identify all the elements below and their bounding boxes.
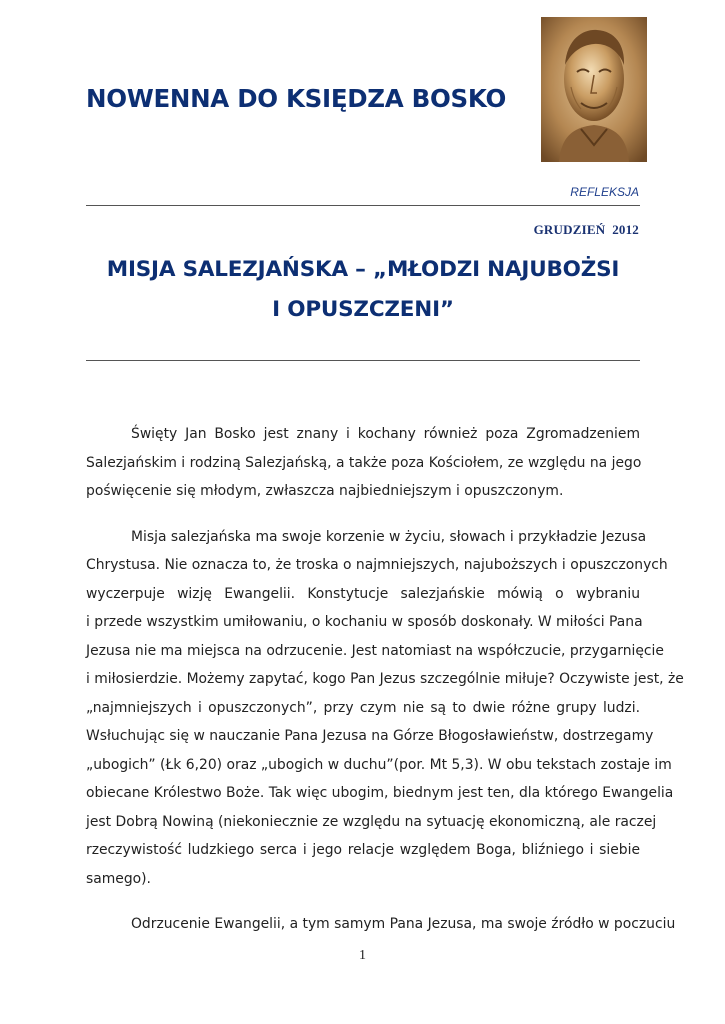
saint-portrait-relief xyxy=(541,17,647,162)
paragraph-line: Chrystusa. Nie oznacza to, że troska o najmniejszych, najuboższych i opuszczonych xyxy=(86,557,668,573)
paragraph-line: samego). xyxy=(86,870,151,887)
paragraph-line: poświęcenie się młodym, zwłaszcza najbiedniejszym i opuszczonym. xyxy=(86,483,564,499)
article-heading-line2: I OPUSZCZENI” xyxy=(272,297,454,322)
divider-top xyxy=(86,205,640,206)
article-heading-line1: MISJA SALEZJAŃSKA – „MŁODZI NAJUBOŻSI xyxy=(106,257,620,282)
paragraph-line: i miłosierdzie. Możemy zapytać, kogo Pan Jezus szczególnie miłuje? Oczywiste jest, że xyxy=(86,671,684,687)
paragraph-line: jest Dobrą Nowiną (niekoniecznie ze względu na sytuację ekonomiczną, ale raczej xyxy=(86,813,657,830)
paragraph xyxy=(86,910,676,939)
issue-date: GRUDZIEŃ 2012 xyxy=(533,222,639,237)
paragraph-line: Święty Jan Bosko jest znany i kochany również poza Zgromadzeniem xyxy=(131,426,640,442)
divider-bottom xyxy=(86,360,640,361)
paragraph-line: „najmniejszych i opuszczonych”, przy czym nie są to dwie różne grupy ludzi. xyxy=(86,699,640,716)
paragraph-line: Jezusa nie ma miejsca na odrzucenie. Jest natomiast na współczucie, przygarnięcie xyxy=(86,642,664,659)
paragraph-line: i przede wszystkim umiłowaniu, o kochaniu w sposób doskonały. W miłości Pana xyxy=(86,614,643,630)
section-label: REFLEKSJA xyxy=(570,185,639,199)
paragraph-line: obiecane Królestwo Boże. Tak więc ubogim, biednym jest ten, dla którego Ewangelia xyxy=(86,785,674,801)
paragraph-line: rzeczywistość ludzkiego serca i jego relacje względem Boga, bliźniego i siebie xyxy=(86,842,640,858)
paragraph xyxy=(86,523,684,894)
paragraph-line: wyczerpuje wizję Ewangelii. Konstytucje salezjańskie mówią o wybraniu xyxy=(86,585,640,602)
paragraph-line: Odrzucenie Ewangelii, a tym samym Pana Jezusa, ma swoje źródło w poczuciu xyxy=(131,916,676,932)
paragraph-line: Wsłuchując się w nauczanie Pana Jezusa na Górze Błogosławieństw, dostrzegamy xyxy=(86,728,654,744)
paragraph xyxy=(86,420,640,506)
page-number: 1 xyxy=(359,948,366,963)
paragraph-line: Salezjańskim i rodziną Salezjańską, a także poza Kościołem, ze względu na jego xyxy=(86,454,642,471)
article-body xyxy=(86,420,684,956)
page-title: NOWENNA DO KSIĘDZA BOSKO xyxy=(86,84,507,113)
paragraph-line: Misja salezjańska ma swoje korzenie w życiu, słowach i przykładzie Jezusa xyxy=(131,528,647,545)
paragraph-line: „ubogich” (Łk 6,20) oraz „ubogich w duchu”(por. Mt 5,3). W obu tekstach zostaje im xyxy=(86,756,672,773)
